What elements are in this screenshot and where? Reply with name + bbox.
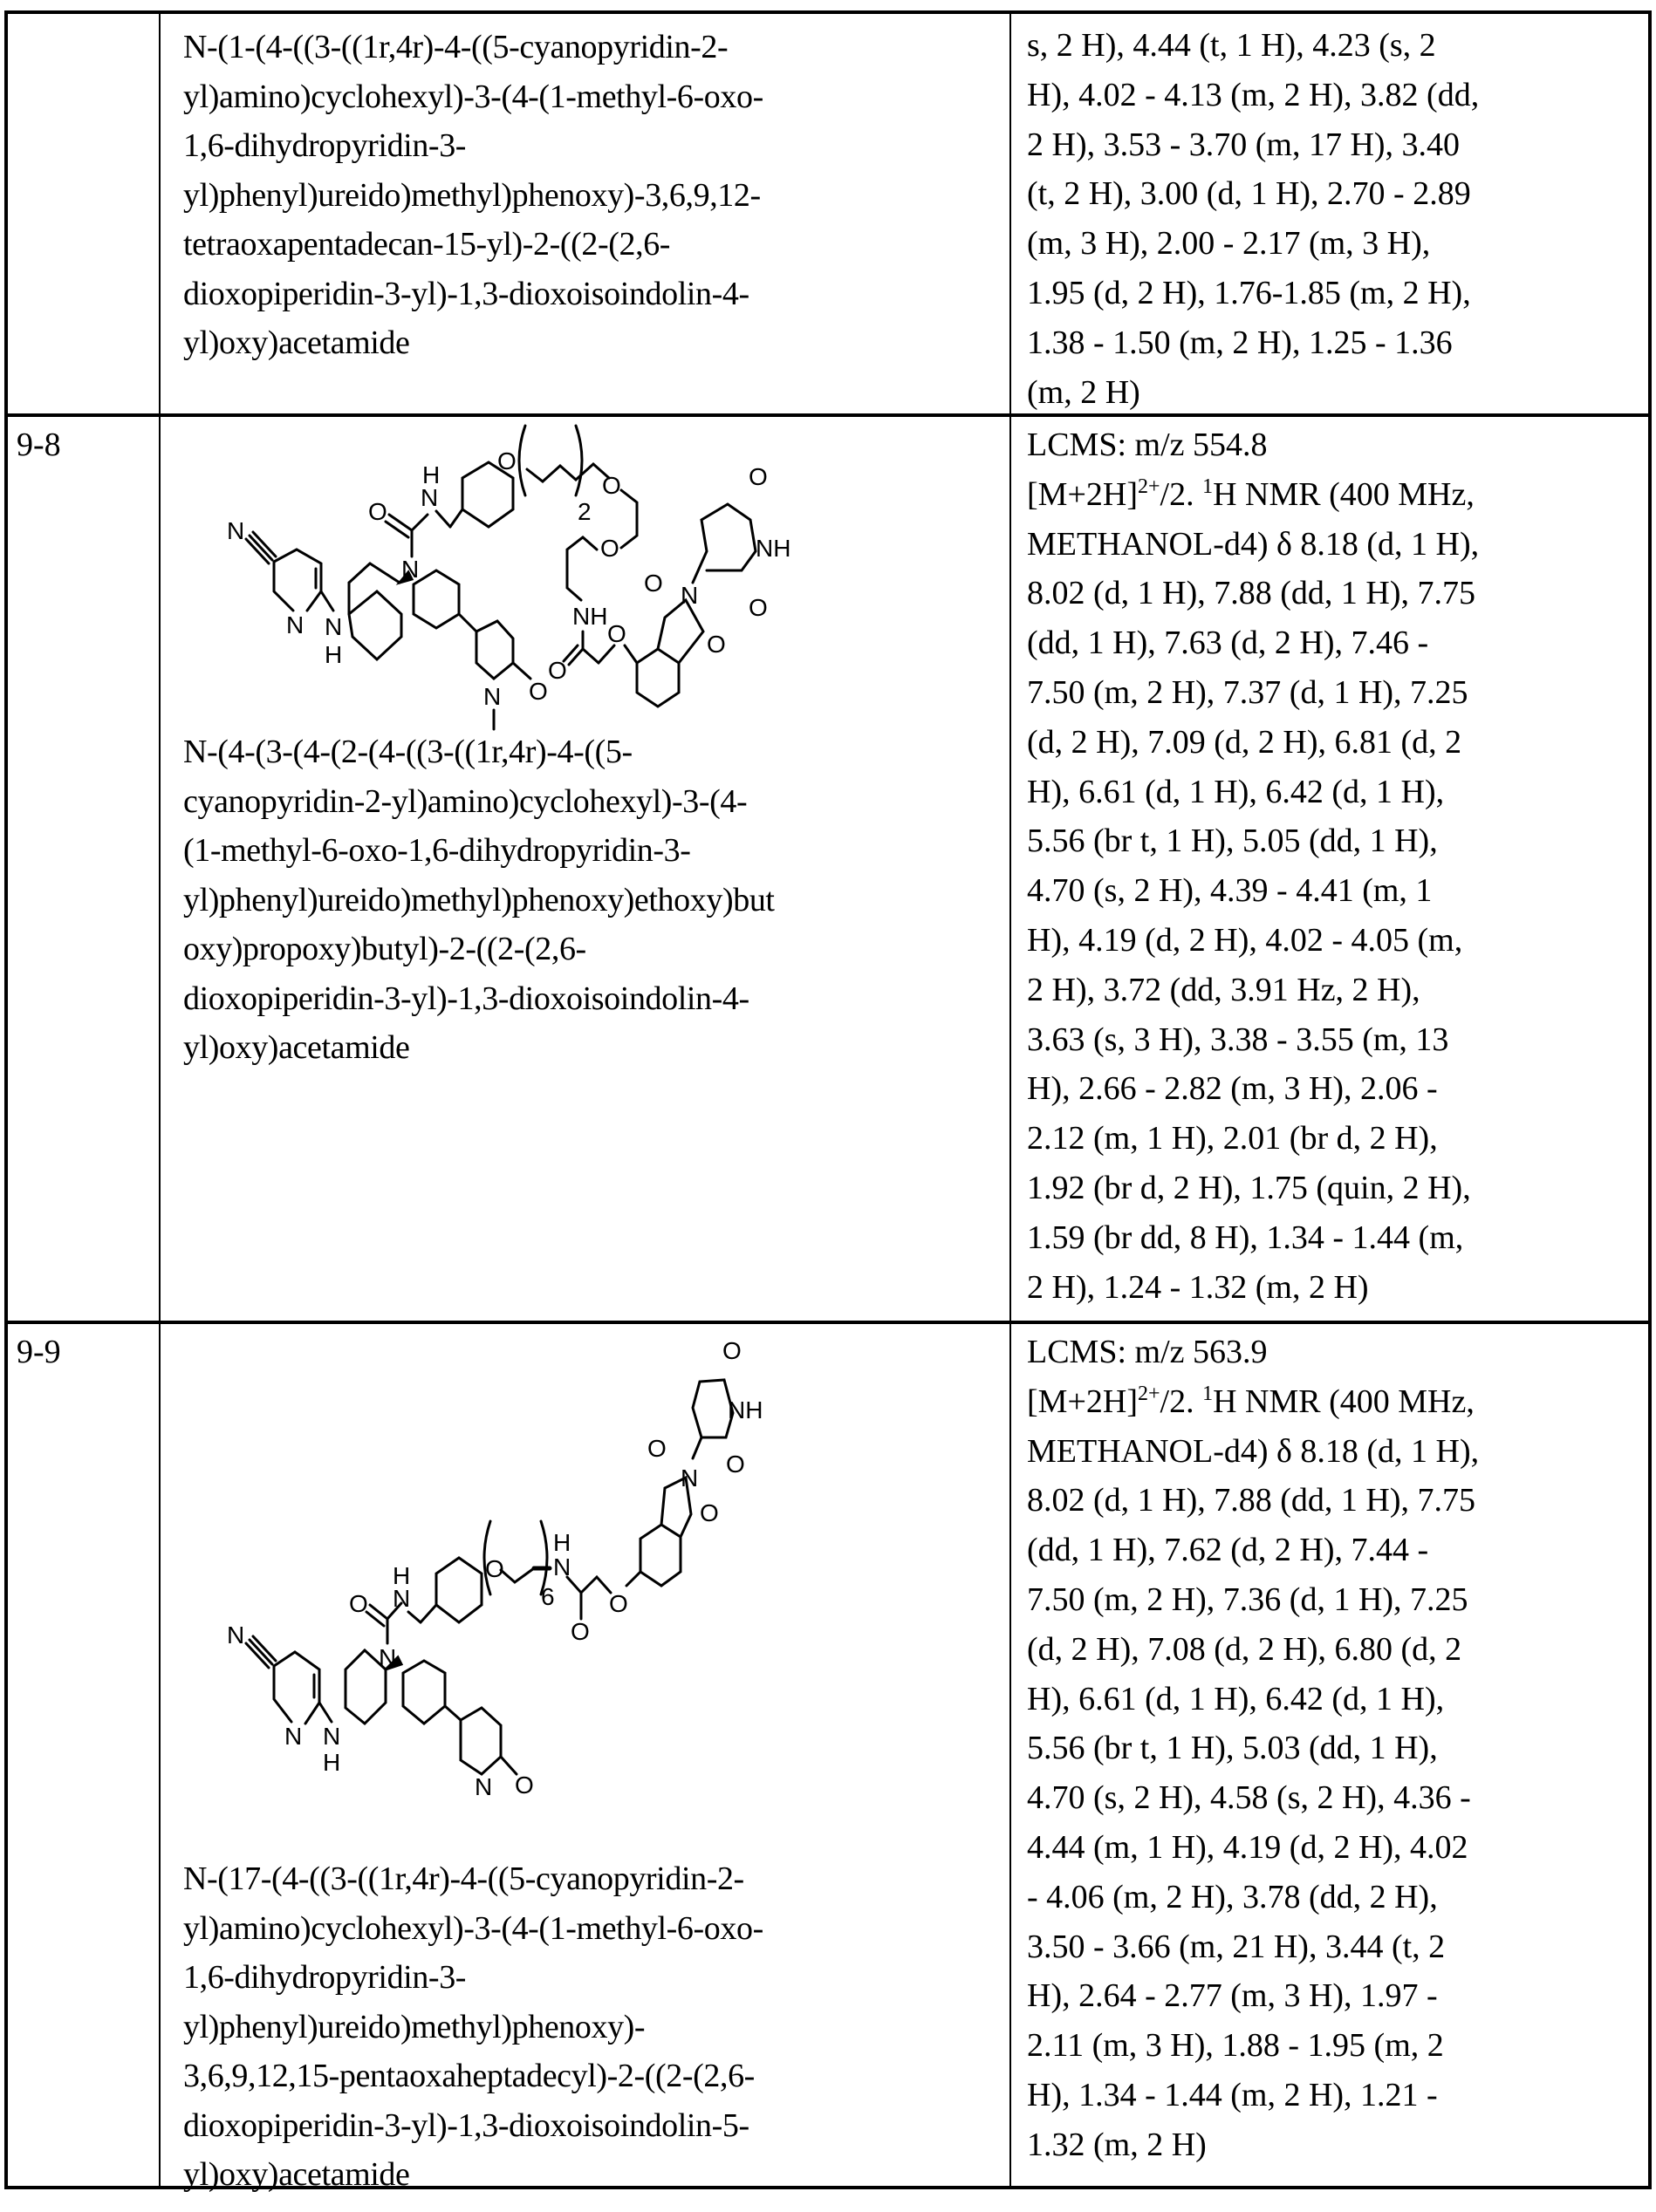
structure-cell [161, 417, 1011, 1321]
nmr-line: 1.32 (m, 2 H) [1027, 2126, 1207, 2163]
nmr-line: 3.63 (s, 3 H), 3.38 - 3.55 (m, 13 [1027, 1021, 1449, 1058]
atom-label: O [600, 535, 619, 562]
lcms-line: LCMS: m/z 554.8 [1027, 427, 1268, 463]
nmr-line: (t, 2 H), 3.00 (d, 1 H), 2.70 - 2.89 [1027, 175, 1471, 213]
atom-label: O [529, 678, 548, 705]
atom-label: O [497, 447, 517, 474]
nmr-data [1027, 21, 1636, 417]
nmr-line: 8.02 (d, 1 H), 7.88 (dd, 1 H), 7.75 [1027, 1482, 1476, 1519]
atom-label: O [700, 1499, 719, 1526]
compound-id-cell [8, 417, 161, 1321]
nmr-line: 1.92 (br d, 2 H), 1.75 (quin, 2 H), [1027, 1169, 1471, 1206]
atom-label: N [681, 1464, 699, 1492]
nmr-header-line [1027, 1377, 1636, 1427]
ion-charge: 2+ [1137, 1382, 1160, 1405]
atom-label: O [749, 594, 768, 621]
atom-label: N [553, 1553, 571, 1580]
atom-label: NH [756, 535, 791, 562]
ion-divisor: /2. [1160, 475, 1203, 513]
atom-label: NH [572, 603, 608, 630]
compound-name: N-(17-(4-((3-((1r,4r)-4-((5-cyanopyridin-2- yl)amino)cyclohexyl)-3-(4-(1-methyl-6-oxo- 1,6-dihydropyridin-3- yl)phenyl)ureido)methyl)phenoxy)- 3,6,9,12,15-pentaoxaheptadecyl)-2-((2-(2,6- dioxopiperidin-3-yl)-1,3-dioxoisoindolin-5- yl)oxy)acetamide [183, 1860, 763, 2193]
atom-label: N [483, 683, 502, 710]
nmr-line: 7.50 (m, 2 H), 7.36 (d, 1 H), 7.25 [1027, 1580, 1468, 1618]
structure-cell [161, 14, 1011, 413]
compound-name: N-(4-(3-(4-(2-(4-((3-((1r,4r)-4-((5- cyanopyridin-2-yl)amino)cyclohexyl)-3-(4- (1-methyl-6-oxo-1,6-dihydropyridin-3- yl)phenyl)ureido)methyl)phenoxy)ethoxy)but oxy)propoxy)butyl)-2-((2-(2,6- dioxopiperidin-3-yl)-1,3-dioxoisoindolin-4- yl)oxy)acetamide [183, 734, 775, 1066]
isotope-superscript: 1 [1202, 1382, 1214, 1405]
nmr-line: 5.56 (br t, 1 H), 5.05 (dd, 1 H), [1027, 823, 1438, 860]
nmr-line: 8.02 (d, 1 H), 7.88 (dd, 1 H), 7.75 [1027, 575, 1476, 612]
nmr-line: METHANOL-d4) δ 8.18 (d, 1 H), [1027, 1432, 1480, 1470]
nmr-line: 4.70 (s, 2 H), 4.58 (s, 2 H), 4.36 - [1027, 1779, 1471, 1817]
nmr-line: 2 H), 3.72 (dd, 3.91 Hz, 2 H), [1027, 971, 1420, 1008]
nmr-line: 5.56 (br t, 1 H), 5.03 (dd, 1 H), [1027, 1730, 1438, 1767]
atom-label: O [485, 1555, 504, 1582]
atom-label: O [644, 570, 663, 597]
atom-label: H [323, 1749, 341, 1776]
nmr-line: H), 4.02 - 4.13 (m, 2 H), 3.82 (dd, [1027, 76, 1480, 113]
nmr-line: 2.12 (m, 1 H), 2.01 (br d, 2 H), [1027, 1120, 1438, 1157]
atom-label: H [553, 1529, 571, 1556]
compound-id: 9-9 [17, 1334, 61, 1370]
nmr-line: (m, 2 H) [1027, 373, 1140, 411]
nmr-line: 1.38 - 1.50 (m, 2 H), 1.25 - 1.36 [1027, 324, 1453, 361]
nmr-line: - 4.06 (m, 2 H), 3.78 (dd, 2 H), [1027, 1878, 1438, 1915]
atom-label: O [571, 1618, 590, 1645]
atom-label: O [349, 1590, 368, 1617]
atom-label: N [681, 582, 699, 609]
nmr-header-line [1027, 470, 1636, 520]
analytical-data-cell [1011, 14, 1648, 413]
ion-charge: 2+ [1137, 474, 1160, 498]
atom-label: O [607, 620, 626, 647]
atom-label: H [325, 641, 343, 668]
nmr-data [1027, 1328, 1636, 2170]
atom-label: O [602, 472, 621, 499]
nmr-line: 4.44 (m, 1 H), 4.19 (d, 2 H), 4.02 [1027, 1828, 1468, 1866]
atom-label: H [422, 461, 441, 488]
atom-label: N [286, 611, 305, 638]
nmr-line: 2 H), 1.24 - 1.32 (m, 2 H) [1027, 1268, 1369, 1306]
table-row [8, 413, 1648, 1321]
atom-label: N [227, 517, 245, 544]
ion-label: [M+2H] [1027, 1382, 1138, 1420]
nmr-line: H), 2.66 - 2.82 (m, 3 H), 2.06 - [1027, 1070, 1438, 1108]
nmr-line: 2.11 (m, 3 H), 1.88 - 1.95 (m, 2 [1027, 2027, 1444, 2065]
table-row [8, 1321, 1648, 2193]
nmr-line: (m, 3 H), 2.00 - 2.17 (m, 3 H), [1027, 225, 1431, 263]
nmr-line: H), 1.34 - 1.44 (m, 2 H), 1.21 - [1027, 2076, 1438, 2113]
atom-label: N [284, 1723, 303, 1750]
ion-label: [M+2H] [1027, 475, 1138, 513]
nmr-header: H NMR (400 MHz, [1213, 475, 1475, 513]
nmr-data [1027, 420, 1636, 1312]
atom-label: O [726, 1451, 745, 1478]
atom-label: N [325, 613, 343, 640]
nmr-line: (d, 2 H), 7.08 (d, 2 H), 6.80 (d, 2 [1027, 1630, 1462, 1668]
nmr-line: H), 6.61 (d, 1 H), 6.42 (d, 1 H), [1027, 1680, 1445, 1717]
compound-id-cell [8, 1324, 161, 2186]
nmr-line: 3.50 - 3.66 (m, 21 H), 3.44 (t, 2 [1027, 1928, 1446, 1965]
isotope-superscript: 1 [1202, 474, 1214, 498]
nmr-line: 4.70 (s, 2 H), 4.39 - 4.41 (m, 1 [1027, 872, 1433, 910]
nmr-line: H), 6.61 (d, 1 H), 6.42 (d, 1 H), [1027, 773, 1445, 810]
atom-label: N [323, 1723, 341, 1750]
nmr-line: (dd, 1 H), 7.62 (d, 2 H), 7.44 - [1027, 1532, 1429, 1569]
atom-label: O [368, 498, 387, 525]
nmr-header: H NMR (400 MHz, [1213, 1382, 1475, 1420]
atom-label: O [609, 1590, 628, 1617]
repeat-count: 6 [541, 1583, 555, 1610]
nmr-line: 2 H), 3.53 - 3.70 (m, 17 H), 3.40 [1027, 126, 1461, 163]
analytical-data-cell [1011, 1324, 1648, 2186]
atom-label: N [475, 1773, 493, 1799]
compound-id-cell [8, 14, 161, 413]
compound-id: 9-8 [17, 427, 61, 463]
nmr-line: H), 4.19 (d, 2 H), 4.02 - 4.05 (m, [1027, 921, 1463, 959]
atom-label: O [749, 463, 768, 490]
nmr-line: 1.95 (d, 2 H), 1.76-1.85 (m, 2 H), [1027, 274, 1471, 311]
atom-label: N [421, 484, 439, 511]
atom-label: O [722, 1337, 742, 1364]
atom-label: N [379, 1644, 397, 1671]
atom-label: O [548, 657, 567, 684]
nmr-line: (dd, 1 H), 7.63 (d, 2 H), 7.46 - [1027, 625, 1429, 662]
repeat-count: 2 [578, 498, 592, 525]
nmr-line: METHANOL-d4) δ 8.18 (d, 1 H), [1027, 525, 1480, 563]
lcms-line: LCMS: m/z 563.9 [1027, 1334, 1268, 1370]
table-row [8, 14, 1648, 413]
atom-label: H [393, 1562, 411, 1589]
nmr-line: (d, 2 H), 7.09 (d, 2 H), 6.81 (d, 2 [1027, 723, 1462, 761]
compound-table [4, 10, 1652, 2193]
nmr-line: 7.50 (m, 2 H), 7.37 (d, 1 H), 7.25 [1027, 673, 1468, 711]
nmr-line: H), 2.64 - 2.77 (m, 3 H), 1.97 - [1027, 1977, 1438, 2015]
atom-label: N [401, 556, 420, 583]
atom-label: N [393, 1585, 411, 1612]
structure-cell [161, 1324, 1011, 2193]
chemical-structure-diagram [183, 417, 1003, 731]
atom-label: O [515, 1772, 534, 1799]
analytical-data-cell [1011, 417, 1648, 1321]
nmr-line: s, 2 H), 4.44 (t, 1 H), 4.23 (s, 2 [1027, 27, 1436, 64]
chemical-structure-diagram [183, 1328, 1003, 1799]
atom-label: NH [728, 1396, 763, 1423]
atom-label: O [707, 631, 726, 658]
atom-label: N [227, 1621, 245, 1649]
compound-name: N-(1-(4-((3-((1r,4r)-4-((5-cyanopyridin-2- yl)amino)cyclohexyl)-3-(4-(1-methyl-6-oxo- 1,6-dihydropyridin-3- yl)phenyl)ureido)methyl)phenoxy)-3,6,9,12- tetraoxapentadecan-15-yl)-2-((2-(2,6- dioxopiperidin-3-yl)-1,3-dioxoisoindolin-4- yl)oxy)acetamide [183, 29, 763, 361]
atom-label: O [647, 1435, 667, 1462]
ion-divisor: /2. [1160, 1382, 1203, 1420]
nmr-line: 1.59 (br dd, 8 H), 1.34 - 1.44 (m, [1027, 1219, 1464, 1256]
